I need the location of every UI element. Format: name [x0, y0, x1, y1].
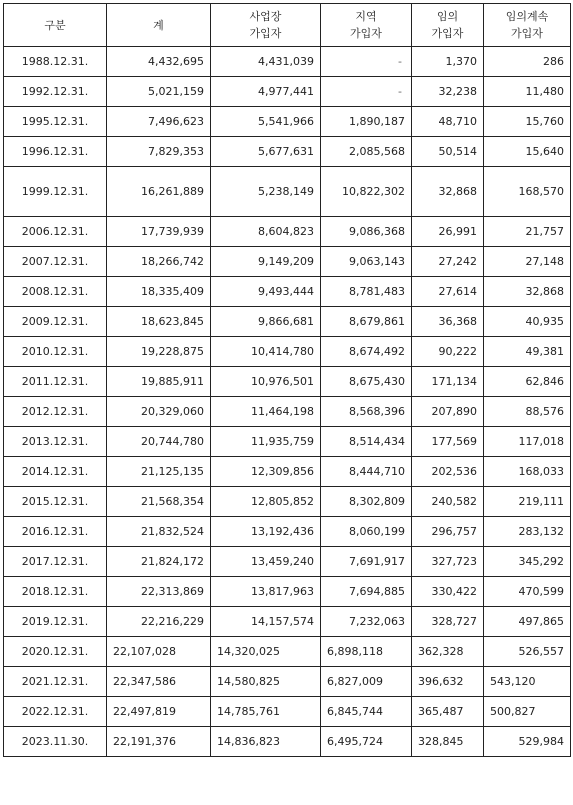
cell-workplace: 11,464,198	[211, 397, 321, 427]
cell-regional: 8,679,861	[321, 307, 412, 337]
table-row	[4, 277, 571, 307]
cell-voluntary: 90,222	[412, 337, 484, 367]
cell-voluntary-continued: 497,865	[484, 607, 571, 637]
table-row	[4, 167, 571, 217]
cell-voluntary-continued: 49,381	[484, 337, 571, 367]
cell-total: 16,261,889	[107, 167, 211, 217]
cell-workplace: 9,866,681	[211, 307, 321, 337]
cell-date: 2015.12.31.	[4, 487, 107, 517]
cell-total: 7,829,353	[107, 137, 211, 167]
cell-regional: 8,444,710	[321, 457, 412, 487]
cell-voluntary: 36,368	[412, 307, 484, 337]
cell-total: 7,496,623	[107, 107, 211, 137]
cell-workplace: 8,604,823	[211, 217, 321, 247]
cell-voluntary: 48,710	[412, 107, 484, 137]
cell-regional: 7,691,917	[321, 547, 412, 577]
cell-voluntary: 240,582	[412, 487, 484, 517]
cell-regional: -	[321, 47, 412, 77]
cell-total: 21,824,172	[107, 547, 211, 577]
cell-total: 22,216,229	[107, 607, 211, 637]
cell-voluntary: 1,370	[412, 47, 484, 77]
cell-date: 2007.12.31.	[4, 247, 107, 277]
cell-total: 4,432,695	[107, 47, 211, 77]
cell-total: 5,021,159	[107, 77, 211, 107]
cell-date: 2017.12.31.	[4, 547, 107, 577]
cell-voluntary-continued: 40,935	[484, 307, 571, 337]
cell-voluntary: 365,487	[412, 697, 484, 727]
table-row	[4, 457, 571, 487]
header-total: 계	[107, 4, 211, 47]
table-row	[4, 217, 571, 247]
cell-workplace: 13,817,963	[211, 577, 321, 607]
cell-workplace: 11,935,759	[211, 427, 321, 457]
cell-regional: 10,822,302	[321, 167, 412, 217]
cell-total: 21,832,524	[107, 517, 211, 547]
table-row	[4, 607, 571, 637]
cell-date: 2016.12.31.	[4, 517, 107, 547]
cell-regional: 8,781,483	[321, 277, 412, 307]
cell-workplace: 4,977,441	[211, 77, 321, 107]
cell-workplace: 10,976,501	[211, 367, 321, 397]
cell-regional: 8,060,199	[321, 517, 412, 547]
cell-date: 2010.12.31.	[4, 337, 107, 367]
cell-workplace: 9,493,444	[211, 277, 321, 307]
cell-total: 19,228,875	[107, 337, 211, 367]
table-row	[4, 517, 571, 547]
cell-voluntary-continued: 11,480	[484, 77, 571, 107]
cell-total: 22,107,028	[107, 637, 211, 667]
cell-voluntary: 27,242	[412, 247, 484, 277]
cell-workplace: 5,677,631	[211, 137, 321, 167]
cell-date: 2022.12.31.	[4, 697, 107, 727]
cell-date: 2006.12.31.	[4, 217, 107, 247]
table-row	[4, 667, 571, 697]
cell-voluntary-continued: 529,984	[484, 727, 571, 757]
cell-workplace: 12,309,856	[211, 457, 321, 487]
table-row	[4, 307, 571, 337]
header-voluntary-continued: 임의계속 가입자	[484, 4, 571, 47]
table-row	[4, 337, 571, 367]
table-row	[4, 77, 571, 107]
cell-voluntary-continued: 526,557	[484, 637, 571, 667]
table-row	[4, 427, 571, 457]
cell-date: 1988.12.31.	[4, 47, 107, 77]
cell-voluntary: 362,328	[412, 637, 484, 667]
cell-workplace: 9,149,209	[211, 247, 321, 277]
cell-voluntary-continued: 168,570	[484, 167, 571, 217]
cell-regional: 7,232,063	[321, 607, 412, 637]
cell-regional: 9,086,368	[321, 217, 412, 247]
cell-voluntary-continued: 219,111	[484, 487, 571, 517]
cell-voluntary-continued: 543,120	[484, 667, 571, 697]
cell-total: 18,266,742	[107, 247, 211, 277]
cell-voluntary-continued: 21,757	[484, 217, 571, 247]
cell-regional: 8,302,809	[321, 487, 412, 517]
cell-voluntary: 177,569	[412, 427, 484, 457]
cell-voluntary-continued: 500,827	[484, 697, 571, 727]
table-row	[4, 107, 571, 137]
table-row	[4, 577, 571, 607]
cell-voluntary: 32,868	[412, 167, 484, 217]
cell-total: 21,568,354	[107, 487, 211, 517]
cell-total: 18,623,845	[107, 307, 211, 337]
cell-voluntary-continued: 117,018	[484, 427, 571, 457]
cell-workplace: 12,805,852	[211, 487, 321, 517]
cell-total: 19,885,911	[107, 367, 211, 397]
cell-workplace: 10,414,780	[211, 337, 321, 367]
cell-total: 22,313,869	[107, 577, 211, 607]
cell-voluntary: 327,723	[412, 547, 484, 577]
cell-workplace: 5,238,149	[211, 167, 321, 217]
cell-voluntary: 27,614	[412, 277, 484, 307]
cell-voluntary-continued: 283,132	[484, 517, 571, 547]
cell-voluntary: 296,757	[412, 517, 484, 547]
table-row	[4, 247, 571, 277]
cell-date: 1995.12.31.	[4, 107, 107, 137]
table-row	[4, 637, 571, 667]
cell-voluntary-continued: 345,292	[484, 547, 571, 577]
table-row	[4, 727, 571, 757]
cell-regional: 6,827,009	[321, 667, 412, 697]
cell-regional: 8,675,430	[321, 367, 412, 397]
cell-voluntary: 330,422	[412, 577, 484, 607]
table-row	[4, 397, 571, 427]
cell-voluntary: 50,514	[412, 137, 484, 167]
cell-date: 2020.12.31.	[4, 637, 107, 667]
cell-date: 2009.12.31.	[4, 307, 107, 337]
table-row	[4, 137, 571, 167]
cell-voluntary-continued: 470,599	[484, 577, 571, 607]
cell-total: 18,335,409	[107, 277, 211, 307]
cell-voluntary: 207,890	[412, 397, 484, 427]
cell-regional: 7,694,885	[321, 577, 412, 607]
cell-date: 2023.11.30.	[4, 727, 107, 757]
cell-date: 2014.12.31.	[4, 457, 107, 487]
cell-regional: 6,495,724	[321, 727, 412, 757]
cell-regional: 6,898,118	[321, 637, 412, 667]
header-regional: 지역 가입자	[321, 4, 412, 47]
cell-voluntary-continued: 88,576	[484, 397, 571, 427]
table-row	[4, 547, 571, 577]
cell-voluntary: 32,238	[412, 77, 484, 107]
cell-workplace: 14,580,825	[211, 667, 321, 697]
cell-total: 22,497,819	[107, 697, 211, 727]
table-row	[4, 367, 571, 397]
cell-voluntary: 328,727	[412, 607, 484, 637]
cell-date: 1996.12.31.	[4, 137, 107, 167]
cell-total: 20,329,060	[107, 397, 211, 427]
cell-voluntary: 328,845	[412, 727, 484, 757]
header-category: 구분	[4, 4, 107, 47]
cell-regional: -	[321, 77, 412, 107]
cell-workplace: 13,192,436	[211, 517, 321, 547]
cell-date: 2011.12.31.	[4, 367, 107, 397]
cell-date: 1999.12.31.	[4, 167, 107, 217]
cell-total: 21,125,135	[107, 457, 211, 487]
cell-regional: 6,845,744	[321, 697, 412, 727]
header-workplace: 사업장 가입자	[211, 4, 321, 47]
cell-date: 2008.12.31.	[4, 277, 107, 307]
cell-date: 2012.12.31.	[4, 397, 107, 427]
cell-voluntary-continued: 286	[484, 47, 571, 77]
cell-regional: 8,568,396	[321, 397, 412, 427]
cell-workplace: 13,459,240	[211, 547, 321, 577]
cell-workplace: 14,157,574	[211, 607, 321, 637]
header-voluntary: 임의 가입자	[412, 4, 484, 47]
cell-voluntary-continued: 27,148	[484, 247, 571, 277]
cell-workplace: 14,836,823	[211, 727, 321, 757]
cell-voluntary-continued: 15,640	[484, 137, 571, 167]
cell-workplace: 14,320,025	[211, 637, 321, 667]
cell-regional: 1,890,187	[321, 107, 412, 137]
cell-date: 1992.12.31.	[4, 77, 107, 107]
cell-total: 22,191,376	[107, 727, 211, 757]
cell-workplace: 14,785,761	[211, 697, 321, 727]
table-row	[4, 47, 571, 77]
cell-voluntary-continued: 15,760	[484, 107, 571, 137]
cell-regional: 8,674,492	[321, 337, 412, 367]
cell-date: 2013.12.31.	[4, 427, 107, 457]
cell-voluntary: 202,536	[412, 457, 484, 487]
cell-voluntary-continued: 62,846	[484, 367, 571, 397]
cell-voluntary-continued: 168,033	[484, 457, 571, 487]
cell-date: 2018.12.31.	[4, 577, 107, 607]
cell-voluntary: 26,991	[412, 217, 484, 247]
cell-voluntary: 171,134	[412, 367, 484, 397]
cell-total: 22,347,586	[107, 667, 211, 697]
table-row	[4, 487, 571, 517]
cell-date: 2019.12.31.	[4, 607, 107, 637]
cell-voluntary-continued: 32,868	[484, 277, 571, 307]
header-row	[4, 4, 571, 47]
cell-regional: 8,514,434	[321, 427, 412, 457]
cell-voluntary: 396,632	[412, 667, 484, 697]
cell-regional: 2,085,568	[321, 137, 412, 167]
cell-total: 17,739,939	[107, 217, 211, 247]
cell-workplace: 4,431,039	[211, 47, 321, 77]
cell-date: 2021.12.31.	[4, 667, 107, 697]
cell-total: 20,744,780	[107, 427, 211, 457]
cell-workplace: 5,541,966	[211, 107, 321, 137]
cell-regional: 9,063,143	[321, 247, 412, 277]
subscribers-table	[3, 3, 571, 757]
table-row	[4, 697, 571, 727]
